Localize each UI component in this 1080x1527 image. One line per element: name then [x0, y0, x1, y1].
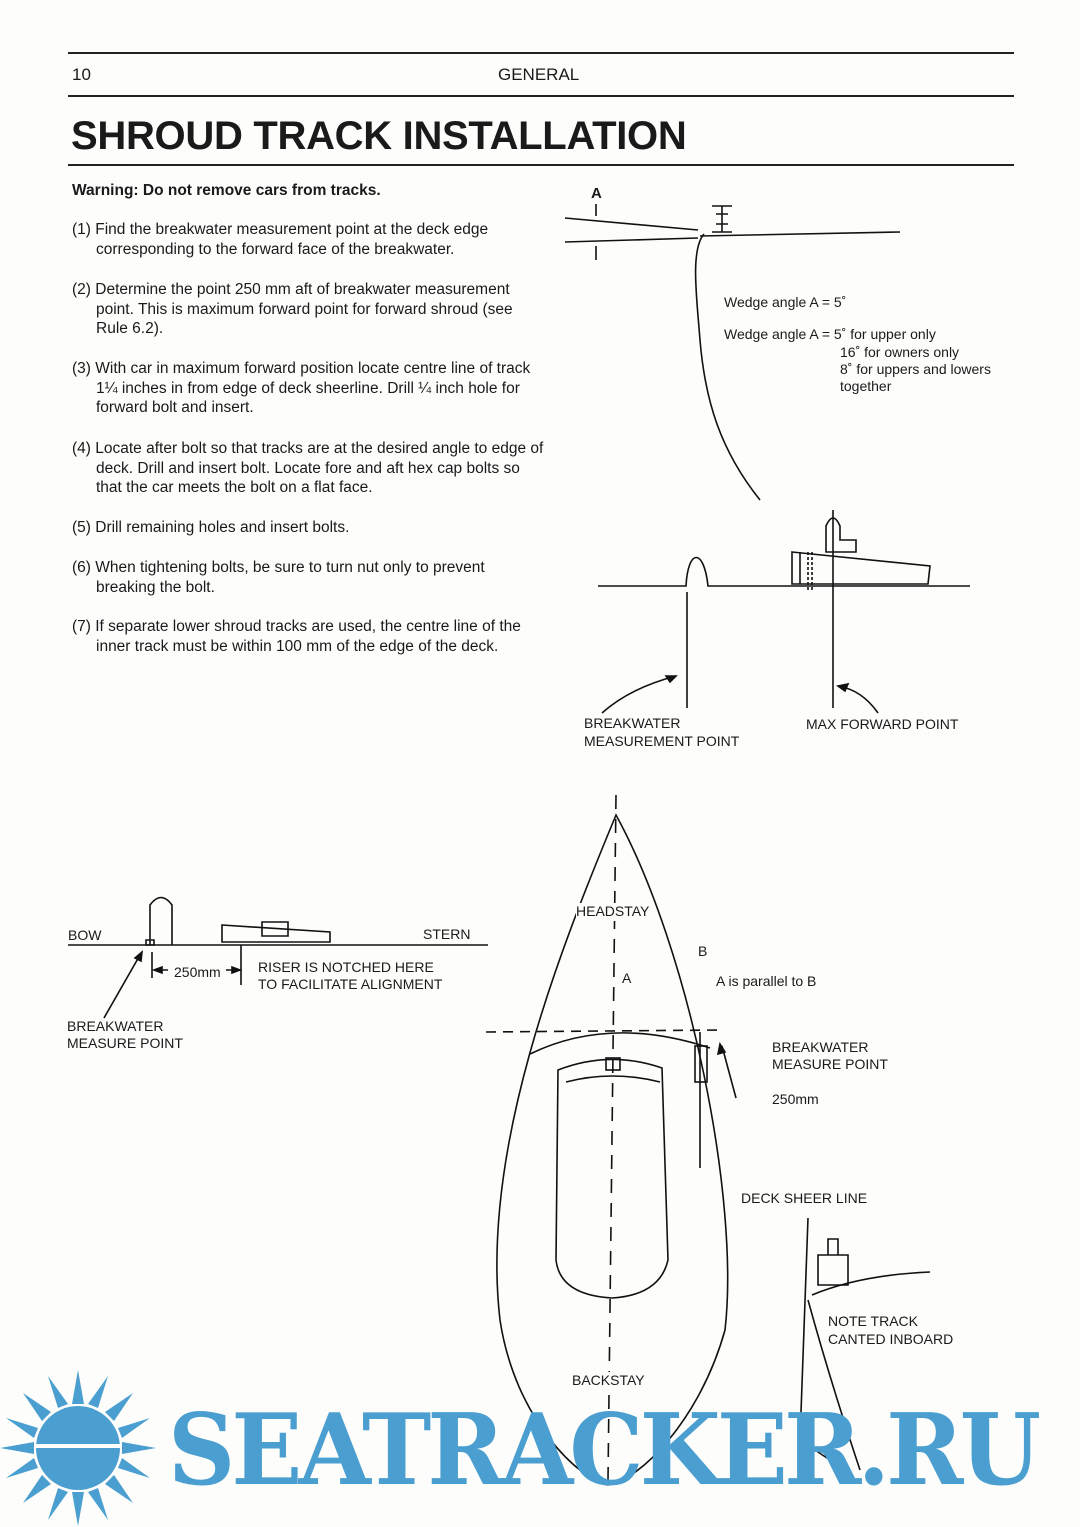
note-track-1: NOTE TRACK: [828, 1313, 918, 1329]
wedge-angle-3: 16˚ for owners only: [840, 344, 960, 360]
headstay-label: HEADSTAY: [576, 903, 650, 919]
wedge-angle-4: 8˚ for uppers and lowers: [840, 361, 991, 377]
step-5: (5) Drill remaining holes and insert bolts.: [72, 519, 350, 536]
a-label: A: [622, 970, 632, 986]
breakwater-label-2: BREAKWATER: [67, 1018, 164, 1034]
breakwater-label-3: BREAKWATER: [772, 1039, 869, 1055]
step-3: (3) With car in maximum forward position locate centre line of track 1¼ inches in from edge of deck sheerline. Drill ¼ inch hole for forward bolt and insert.: [72, 360, 531, 417]
dimension-250mm: 250mm: [174, 964, 221, 980]
riser-note-2: TO FACILITATE ALIGNMENT: [258, 976, 443, 992]
section-name: GENERAL: [498, 65, 580, 84]
wedge-angle-2: Wedge angle A = 5˚ for upper only: [724, 326, 936, 342]
step-2: (2) Determine the point 250 mm aft of breakwater measurement point. This is maximum forward point for forward shroud (see Rule 6.2).: [72, 281, 513, 338]
page-title: SHROUD TRACK INSTALLATION: [71, 114, 687, 158]
step-4: (4) Locate after bolt so that tracks are at the desired angle to edge of deck. Drill and insert bolt. Locate fore and aft hex cap bolts so that the car meets the bolt on a flat face.: [72, 440, 544, 497]
measure-point-label-2: MEASURE POINT: [67, 1035, 183, 1051]
backstay-label: BACKSTAY: [572, 1372, 645, 1388]
measurement-point-label: MEASUREMENT POINT: [584, 733, 740, 749]
measure-point-label-3: MEASURE POINT: [772, 1056, 888, 1072]
wedge-angle-5: together: [840, 378, 892, 394]
breakwater-label: BREAKWATER: [584, 715, 681, 731]
step-1: (1) Find the breakwater measurement point at the deck edge corresponding to the forward face of the breakwater.: [72, 221, 489, 258]
deck-sheer-label: DECK SHEER LINE: [741, 1190, 868, 1206]
note-track-2: CANTED INBOARD: [828, 1331, 954, 1347]
bow-label: BOW: [68, 927, 102, 943]
step-6: (6) When tightening bolts, be sure to turn nut only to prevent breaking the bolt.: [72, 559, 485, 596]
step-7: (7) If separate lower shroud tracks are used, the centre line of the inner track must be within 100 mm of the edge of the deck.: [72, 618, 521, 655]
page-number: 10: [72, 65, 91, 84]
dimension-250mm-2: 250mm: [772, 1091, 819, 1107]
angle-a-label: A: [591, 185, 602, 202]
max-forward-label: MAX FORWARD POINT: [806, 716, 959, 732]
b-label: B: [698, 943, 708, 959]
stern-label: STERN: [423, 926, 471, 942]
riser-note-1: RISER IS NOTCHED HERE: [258, 959, 434, 975]
wedge-angle-1: Wedge angle A = 5˚: [724, 294, 847, 310]
parallel-note: A is parallel to B: [716, 973, 817, 989]
watermark-text: SEATRACKER.RU: [168, 1393, 1038, 1508]
warning: Warning: Do not remove cars from tracks.: [72, 182, 381, 199]
